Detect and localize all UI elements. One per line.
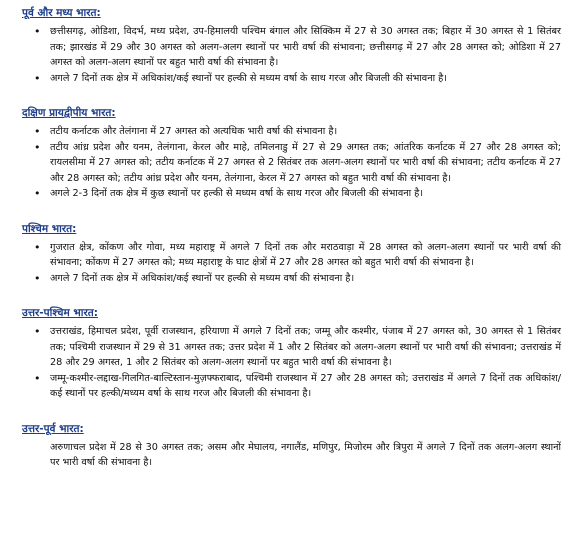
list-item: • जम्मू-कश्मीर-लद्दाख-गिलगित-बाल्टिस्तान-मुज़फ्फराबाद, पश्चिमी राजस्थान में 27 और 28 अगस्त को; उत्तराखंड में अगले 7 दिनों तक अधिकांश/कई स्थानों पर हल्की/मध्यम वर्षा के साथ गरज और बिजली की संभावना है।	[50, 371, 561, 402]
section-south-peninsular-india	[22, 106, 561, 202]
list-item: • तटीय आंध्र प्रदेश और यनम, तेलंगाना, केरल और माहे, तमिलनाडु में 27 से 29 अगस्त तक; आंतरिक कर्नाटक में 27 और 28 अगस्त को; रायलसीमा में 27 अगस्त को; तटीय कर्नाटक में 27 अगस्त से 2 सितंबर तक अलग-अलग स्थानों पर भारी वर्षा की संभावना; तटीय कर्नाटक में 27 और 28 अगस्त को; तटीय आंध्र प्रदेश और यनम, तेलंगाना, केरल में 27 अगस्त को बहुत भारी वर्षा की संभावना है।	[50, 140, 561, 187]
section-title: दक्षिण प्रायद्वीपीय भारत:	[22, 107, 116, 119]
list-item: • अगले 7 दिनों तक क्षेत्र में अधिकांश/कई स्थानों पर हल्की से मध्यम वर्षा की संभावना है।	[50, 271, 561, 287]
section-north-west-india	[22, 306, 561, 402]
list-item: • उत्तराखंड, हिमाचल प्रदेश, पूर्वी राजस्थान, हरियाणा में अगले 7 दिनों तक; जम्मू और कश्मीर, पंजाब में 27 अगस्त को, 30 अगस्त से 1 सितंबर तक; पश्चिमी राजस्थान में 29 से 31 अगस्त तक; उत्तर प्रदेश में 1 और 2 सितंबर को अलग-अलग स्थानों पर भारी वर्षा की संभावना; उत्तराखंड में 28 और 29 अगस्त, 1 और 2 सितंबर को अलग-अलग स्थानों पर बहुत भारी वर्षा की संभावना है।	[50, 324, 561, 371]
list-item: • गुजरात क्षेत्र, कोंकण और गोवा, मध्य महाराष्ट्र में अगले 7 दिनों तक और मराठवाड़ा में 28 अगस्त को अलग-अलग स्थानों पर भारी वर्षा की संभावना; कोंकण में 27 अगस्त को; मध्य महाराष्ट्र के घाट क्षेत्रों में 27 और 28 अगस्त को बहुत भारी वर्षा की संभावना है।	[50, 240, 561, 271]
list-item: • छत्तीसगढ़, ओडिशा, विदर्भ, मध्य प्रदेश, उप-हिमालयी पश्चिम बंगाल और सिक्किम में 27 से 30 अगस्त तक; बिहार में 30 अगस्त से 1 सितंबर तक; झारखंड में 29 और 30 अगस्त को अलग-अलग स्थानों पर भारी वर्षा की संभावना; छत्तीसगढ़ में 27 और 28 अगस्त को; ओडिशा में 27 अगस्त को अलग-अलग स्थानों पर बहुत भारी वर्षा की संभावना है।	[50, 24, 561, 71]
bullet-list	[22, 240, 561, 287]
list-item: • तटीय कर्नाटक और तेलंगाना में 27 अगस्त को अत्यधिक भारी वर्षा की संभावना है।	[50, 124, 561, 140]
list-item: • अगले 2-3 दिनों तक क्षेत्र में कुछ स्थानों पर हल्की से मध्यम वर्षा के साथ गरज और बिजली की संभावना है।	[50, 186, 561, 202]
section-east-central-india	[22, 6, 561, 86]
section-west-india	[22, 222, 561, 287]
section-title: पूर्व और मध्य भारत:	[22, 7, 101, 19]
section-title: उत्तर-पश्चिम भारत:	[22, 307, 98, 319]
bullet-list	[22, 324, 561, 402]
bullet-list	[22, 124, 561, 202]
bullet-list	[22, 440, 561, 470]
bullet-list	[22, 24, 561, 86]
section-title: पश्चिम भारत:	[22, 222, 77, 235]
list-item: • अरुणाचल प्रदेश में 28 से 30 अगस्त तक; असम और मेघालय, नगालैंड, मणिपुर, मिजोरम और त्रिपुरा में अगले 7 दिनों तक अलग-अलग स्थानों पर भारी वर्षा की संभावना है।	[50, 440, 561, 470]
section-north-east-india	[22, 422, 561, 470]
list-item: • अगले 7 दिनों तक क्षेत्र में अधिकांश/कई स्थानों पर हल्की से मध्यम वर्षा के साथ गरज और बिजली की संभावना है।	[50, 71, 561, 87]
section-title: उत्तर-पूर्व भारत:	[22, 422, 84, 435]
